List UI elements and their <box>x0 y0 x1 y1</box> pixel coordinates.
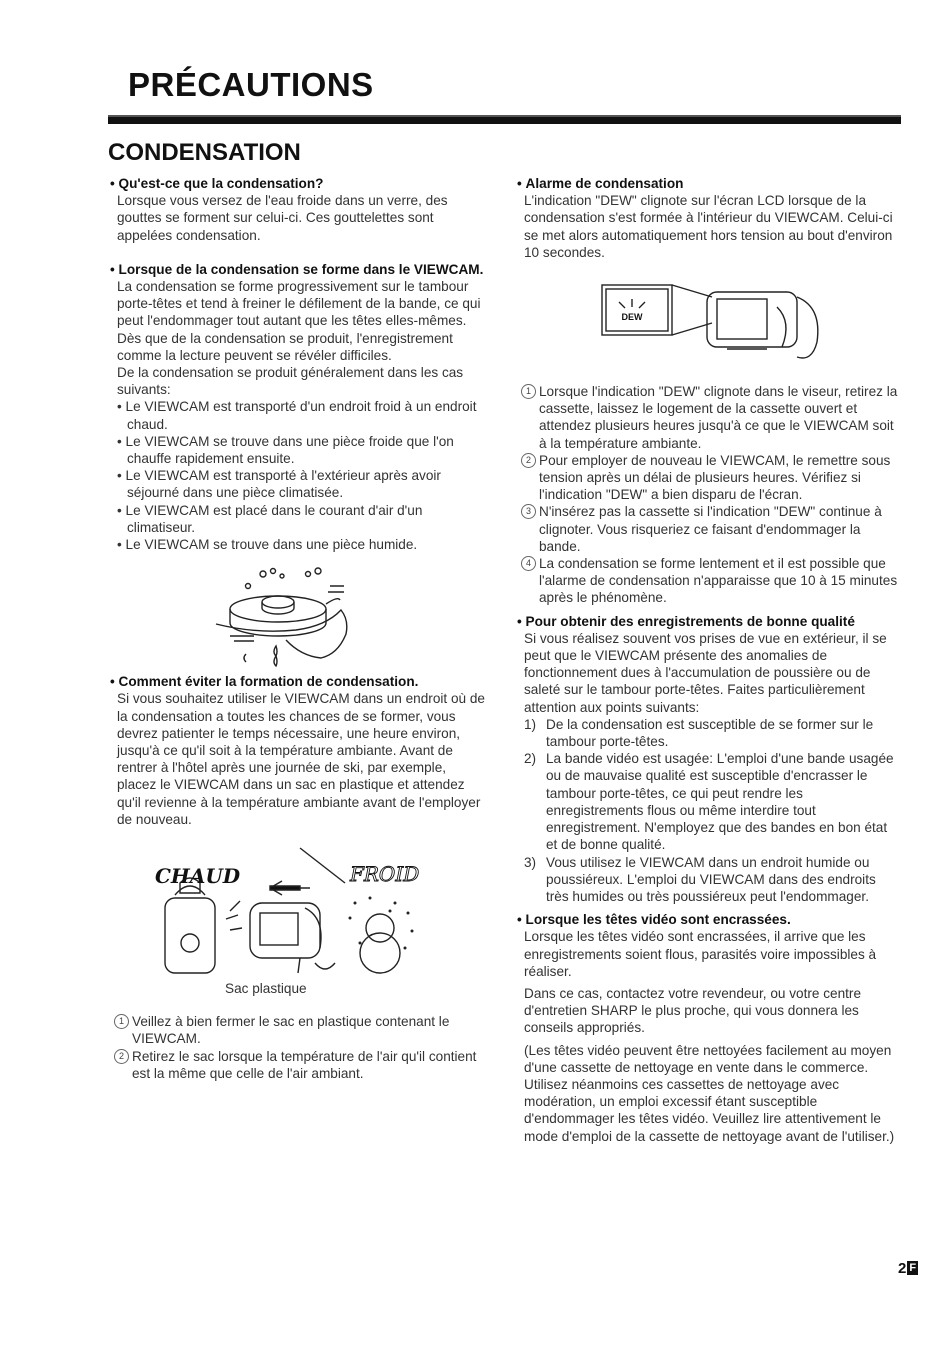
quality-points <box>517 716 901 905</box>
step-text: La condensation se forme lentement et il est possible que l'alarme de condensation n'apparaisse que 10 à 15 minutes après le phénomène. <box>539 556 898 606</box>
dirty-heads-heading: • Lorsque les têtes vidéo sont encrassées. <box>517 911 901 928</box>
step-number: 2 <box>114 1049 129 1064</box>
list-item: • Le VIEWCAM est transporté à l'extérieur après avoir séjourné dans une pièce climatisée. <box>117 467 485 501</box>
step-number: 1 <box>521 384 536 399</box>
dirty-heads-text-2: Dans ce cas, contactez votre revendeur, ou votre centre d'entretien SHARP le plus proche, qui vous donnera les conseils appropriés. <box>524 985 862 1036</box>
what-is-condensation-text: Lorsque vous versez de l'eau froide dans un verre, des gouttes se forment sur celui-ci. Ces gouttelettes sont appelées condensation. <box>117 193 448 243</box>
page-title: PRÉCAUTIONS <box>128 66 374 103</box>
list-item: • Le VIEWCAM est placé dans le courant d'air d'un climatiseur. <box>117 502 485 536</box>
plastic-bag-caption: Sac plastique <box>225 981 307 997</box>
item-text: La bande vidéo est usagée: L'emploi d'une bande usagée ou de mauvaise qualité est susceptible d'encrasser le tambour porte-têtes, ce qui peut rendre les enregistrements flous ou même interdire tout enregistrement. N'employez que des bandes en bon état et de bonne qualité. <box>546 751 894 853</box>
recording-quality-text: Si vous réalisez souvent vos prises de vue en extérieur, il se peut que le VIEWCAM présente des anomalies de fonctionnement dues à l'accumulation de poussière ou de saleté sur le tambour porte-têtes. Faites particulièrement attention aux points suivants: <box>524 630 887 715</box>
list-item <box>517 452 901 504</box>
recording-quality <box>517 613 901 905</box>
list-item <box>517 555 901 607</box>
right-column <box>517 175 901 1145</box>
condensation-cases-intro: De la condensation se produit généralement dans les cas suivants: <box>117 365 464 398</box>
page-number <box>898 1260 918 1277</box>
step-number: 3 <box>521 504 536 519</box>
avoid-condensation-heading: • Comment éviter la formation de condensation. <box>110 673 485 690</box>
condensation-in-viewcam-text: La condensation se forme progressivement sur le tambour porte-têtes et tend à freiner le défilement de la bande, ce qui peut l'endommager tout autant que les têtes elles-mêmes. Dès que de la condensation se produit, l'enregistrement comme la lecture peuvent se révéler difficiles. <box>117 279 481 363</box>
list-item <box>524 750 901 853</box>
step-text: Retirez le sac lorsque la température de l'air qu'il contient est la même que celle de l'air ambiant. <box>132 1048 477 1081</box>
condensation-in-viewcam-heading: • Lorsque de la condensation se forme dans le VIEWCAM. <box>110 261 485 278</box>
step-text: Pour employer de nouveau le VIEWCAM, le remettre sous tension après un délai de plusieurs heures. Vérifiez si l'indication "DEW" a bien disparu de l'écran. <box>539 452 891 503</box>
list-item <box>524 854 901 906</box>
recording-quality-heading: • Pour obtenir des enregistrements de bonne qualité <box>517 613 901 630</box>
plastic-bag-illustration <box>110 843 485 1013</box>
list-item: • Le VIEWCAM est transporté d'un endroit froid à un endroit chaud. <box>117 398 485 432</box>
condensation-alarm <box>517 175 901 261</box>
condensation-in-viewcam <box>110 261 485 553</box>
list-item: • Le VIEWCAM se trouve dans une pièce froide que l'on chauffe rapidement ensuite. <box>117 433 485 467</box>
item-text: Vous utilisez le VIEWCAM dans un endroit humide ou poussiéreux. L'emploi du VIEWCAM dans des endroits très humides ou très poussiéreux peut l'endommager. <box>546 854 876 904</box>
step-number: 2 <box>521 453 536 468</box>
step-number: 4 <box>521 556 536 571</box>
step-text: N'insérez pas la cassette si l'indication "DEW" continue à clignoter. Vous risqueriez ce faisant d'endommager la bande. <box>539 504 882 554</box>
list-item <box>524 716 901 750</box>
step-text: Lorsque l'indication "DEW" clignote dans le viseur, retirez la cassette, laissez le logement de la cassette ouvert et attendez plusieurs heures jusqu'à ce que le VIEWCAM soit à la température ambiante. <box>539 384 898 451</box>
cold-label: FROID <box>350 862 420 887</box>
dew-steps <box>517 383 901 607</box>
dirty-heads <box>517 911 901 1145</box>
hot-label: CHAUD <box>155 864 241 889</box>
page-number-value: 2 <box>898 1260 907 1277</box>
hot-cold-illustration <box>150 843 450 983</box>
condensation-alarm-text: L'indication "DEW" clignote sur l'écran LCD lorsque de la condensation s'est formée à l'intérieur du VIEWCAM. Celui-ci se met alors automatiquement hors tension au bout d'environ 10 secondes. <box>524 193 893 260</box>
step-number: 1 <box>114 1014 129 1029</box>
head-drum-illustration <box>208 564 388 669</box>
step-text: Veillez à bien fermer le sac en plastique contenant le VIEWCAM. <box>132 1014 450 1047</box>
section-title: CONDENSATION <box>108 139 301 166</box>
dirty-heads-text-3: (Les têtes vidéo peuvent être nettoyées facilement au moyen d'une cassette de nettoyage en vente dans le commerce. Utilisez néanmoins ces cassettes de nettoyage avec modération, un emploi excessif étant susceptible d'endommager les têtes vidéo. Veuillez lire attentivement le mode d'emploi de la cassette de nettoyage avant de l'utiliser.) <box>524 1042 895 1144</box>
condensation-cases-list <box>110 398 485 553</box>
list-item <box>110 1013 485 1047</box>
item-number: 3) <box>524 854 537 870</box>
dew-label: DEW <box>621 312 643 323</box>
title-rule <box>108 115 901 124</box>
list-item <box>517 383 901 452</box>
left-column <box>110 175 485 1082</box>
item-number: 2) <box>524 751 537 767</box>
item-text: De la condensation est susceptible de se former sur le tambour porte-têtes. <box>546 716 874 750</box>
condensation-alarm-heading: • Alarme de condensation <box>517 175 901 192</box>
left-steps <box>110 1013 485 1082</box>
list-item <box>110 1048 485 1082</box>
item-number: 1) <box>524 716 537 732</box>
what-is-condensation <box>110 175 485 244</box>
language-badge: F <box>909 1262 917 1274</box>
list-item <box>517 503 901 555</box>
avoid-condensation <box>110 673 485 828</box>
what-is-condensation-heading: • Qu'est-ce que la condensation? <box>110 175 485 192</box>
avoid-condensation-text: Si vous souhaitez utiliser le VIEWCAM dans un endroit où de la condensation a toutes les chances de se former, vous devrez patienter le temps nécessaire, une heure environ, jusqu'à ce qu'il soit à la température ambiante. Avant de rentrer à l'hôtel après une journée de ski, par exemple, placez le VIEWCAM dans un sac en plastique et attendez qu'il revienne à la température ambiante avant de l'employer de nouveau. <box>117 691 485 827</box>
dew-viewcam-illustration <box>597 277 837 377</box>
list-item: • Le VIEWCAM se trouve dans une pièce humide. <box>117 536 485 553</box>
dirty-heads-text-1: Lorsque les têtes vidéo sont encrassées, il arrive que les enregistrements soient flous, parasités voire impossibles à réaliser. <box>524 929 877 979</box>
